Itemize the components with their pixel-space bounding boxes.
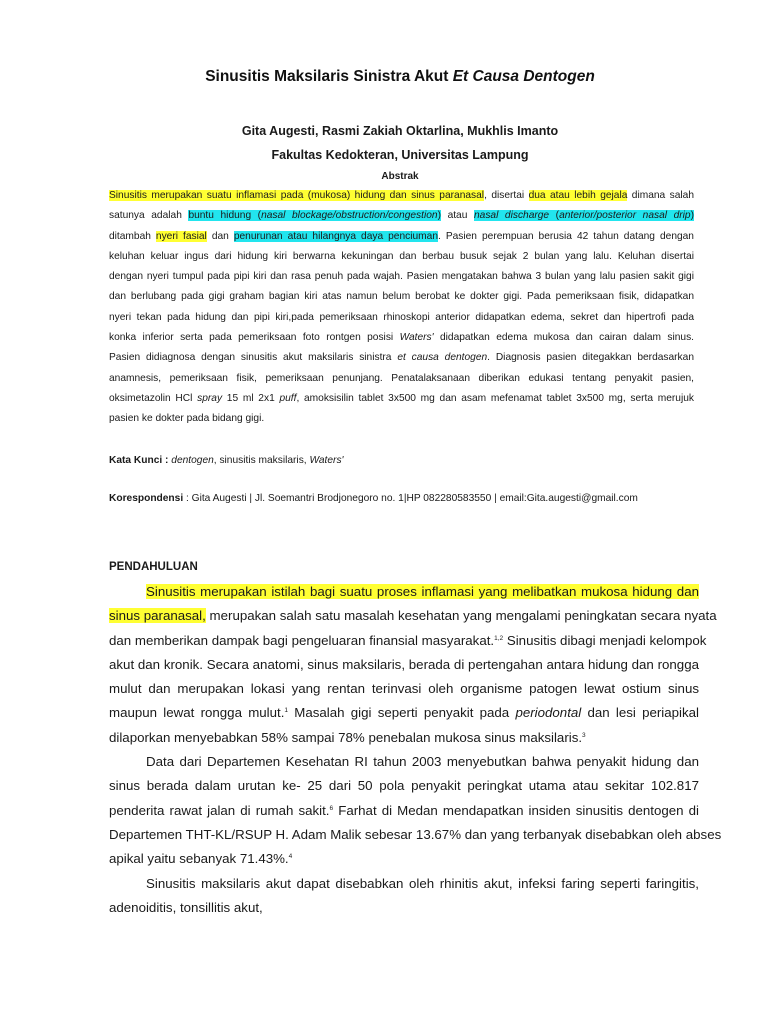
- author-list: Gita Augesti, Rasmi Zakiah Oktarlina, Mukhlis Imanto: [241, 124, 559, 138]
- affiliation: Fakultas Kedokteran, Universitas Lampung: [271, 148, 529, 162]
- body-line: penderita rawat jalan di rumah sakit.$^6$ Farhat di Medan mendapatkan insiden sinusitis dentogen di: [109, 802, 699, 818]
- body-line: dan memberikan dampak bagi pengeluaran finansial masyarakat.$^{1,2}$ Sinusitis dibagi menjadi kelompok: [109, 632, 707, 648]
- abstract-line: nyeri tekan pada hidung dan pipi kiri,pada pemeriksaan rhinoskopi anterior didapatkan edema, sekret dan hipertrofi pada: [109, 311, 694, 323]
- body-line: maupun lewat rongga mulut.$^1$ Masalah gigi seperti penyakit pada periodontal dan lesi periapikal: [109, 705, 699, 721]
- correspondence-label: Korespondensi: [109, 493, 184, 504]
- highlight-cyan: nasal discharge (anterior/posterior nasal drip): [473, 210, 694, 222]
- abstract-line: Sinusitis merupakan suatu inflamasi pada (mukosa) hidung dan sinus paranasal, disertai dua atau lebih gejala dimana salah: [109, 190, 695, 201]
- abstract-line: satunya adalah buntu hidung (nasal blockage/obstruction/congestion) atau nasal discharge (anterior/posterior nasal drip): [109, 210, 694, 222]
- correspondence-text: : Gita Augesti | Jl. Soemantri Brodjonegoro no. 1|HP 082280583550 | email:Gita.augesti@gmail.com: [183, 493, 638, 504]
- abstract-line: oksimetazolin HCl spray 15 ml 2x1 puff, amoksisilin tablet 3x500 mg dan asam mefenamat tablet 3x500 mg, serta merujuk: [109, 392, 694, 404]
- body-line: Departemen THT-KL/RSUP H. Adam Malik sebesar 13.67% dan yang terbanyak disebabkan oleh abses: [109, 826, 722, 842]
- body-line: akut dan kronik. Secara anatomi, sinus maksilaris, berada di pertengahan antara hidung dan rongga: [109, 656, 699, 672]
- correspondence: [109, 493, 638, 504]
- abstract-line: konka inferior serta pada pemeriksaan foto rontgen posisi Waters' didapatkan edema mukosa dan cairan dalam sinus.: [109, 332, 694, 344]
- abstract-heading: Abstrak: [381, 171, 419, 182]
- abstract-line: pasien ke dokter pada bidang gigi.: [109, 413, 265, 425]
- body-line: Data dari Departemen Kesehatan RI tahun 2003 menyebutkan bahwa penyakit hidung dan: [146, 754, 699, 770]
- body-line: sinus paranasal, merupakan salah satu masalah kesehatan yang mengalami peningkatan secara nyata: [109, 608, 717, 624]
- abstract-line: anamnesis, pemeriksaan fisik, pemeriksaan penunjang. Penatalaksanaan diberikan edukasi tentang penyakit pasien,: [109, 372, 694, 384]
- abstract-line: Pasien didiagnosa dengan sinusitis akut maksilaris sinistra et causa dentogen. Diagnosis pasien ditegakkan berdasarkan: [109, 352, 694, 364]
- highlight-cyan: penurunan atau hilangnya daya penciuman: [233, 230, 438, 242]
- body-text: [109, 580, 722, 920]
- title-italic-text: Et Causa Dentogen: [452, 68, 595, 85]
- abstract-line: dan berlubang pada gigi graham bagian kiri atas namun belum berobat ke dokter gigi. Pada pemeriksaan fisik, didapatkan: [109, 291, 694, 303]
- highlight-yellow: nyeri fasial: [155, 230, 207, 242]
- body-line: sinus berada dalam urutan ke- 25 dari 50 pola penyakit peringkat utama atau sekitar 102.817: [109, 778, 699, 794]
- title-text: Sinusitis Maksilaris Sinistra Akut: [205, 68, 453, 85]
- highlight-yellow: Sinusitis merupakan suatu inflamasi pada (mukosa) hidung dan sinus paranasal: [109, 190, 485, 201]
- highlight-cyan: buntu hidung (nasal blockage/obstruction/congestion): [188, 210, 441, 222]
- abstract-line: dengan nyeri tumpul pada pipi kiri dan rasa penuh pada wajah. Pasien mengatakan bahwa 3 bulan yang lalu pasien sakit gigi: [109, 271, 694, 283]
- body-line: adenoiditis, tonsillitis akut,: [109, 899, 263, 915]
- keywords-label: Kata Kunci :: [109, 455, 169, 466]
- abstract-line: ditambah nyeri fasial dan penurunan atau hilangnya daya penciuman. Pasien perempuan berusia 42 tahun datang dengan: [109, 230, 694, 242]
- abstract-body: [109, 186, 694, 430]
- body-line: dilaporkan menyebabkan 58% sampai 78% penebalan mukosa sinus maksilaris.$^3$: [109, 729, 586, 745]
- paper-title: [0, 68, 768, 86]
- abstract-line: keluhan keluar ingus dari hidung kiri berwarna kekuningan dan berbau busuk sejak 2 bulan yang lalu. Keluhan disertai: [109, 250, 694, 262]
- body-line: [109, 580, 699, 604]
- highlight-yellow: sinus paranasal,: [109, 608, 206, 624]
- body-line: Sinusitis maksilaris akut dapat disebabkan oleh rhinitis akut, infeksi faring seperti faringitis,: [146, 875, 699, 891]
- section-heading: PENDAHULUAN: [109, 561, 198, 573]
- highlight-yellow: dua atau lebih gejala: [528, 190, 628, 201]
- highlight-yellow: Sinusitis merupakan istilah bagi suatu proses inflamasi yang melibatkan mukosa hidung dan: [146, 584, 699, 599]
- body-line: mulut dan merupakan lokasi yang rentan terinvasi oleh organisme patogen lewat ostium sinus: [109, 681, 699, 697]
- body-line: apikal yaitu sebanyak 71.43%.$^4$: [109, 851, 293, 867]
- keywords: Kata Kunci : dentogen, sinusitis maksilaris, Waters': [109, 455, 344, 466]
